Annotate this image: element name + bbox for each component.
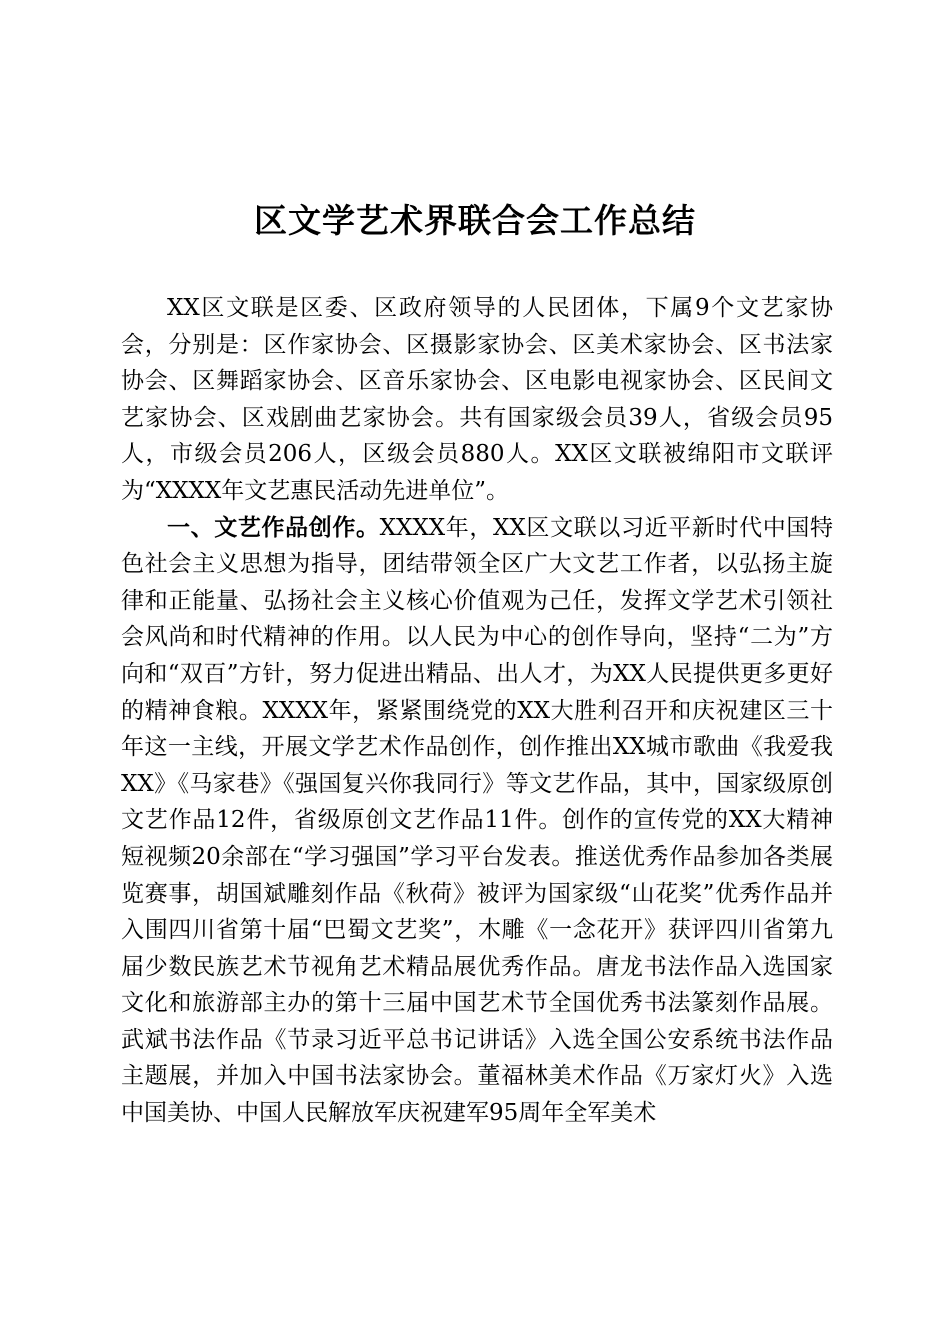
paragraph-intro [121, 290, 833, 510]
document-title: 区文学艺术界联合会工作总结 [254, 201, 696, 240]
paragraph-intro-text: XX区文联是区委、区政府领导的人民团体，下属9个文艺家协会，分别是：区作家协会、区摄影家协会、区美术家协会、区书法家协会、区舞蹈家协会、区音乐家协会、区电影电视家协会、区民间文艺家协会、区戏剧曲艺家协会。共有国家级会员39人，省级会员95人，市级会员206人，区级会员880人。XX区文联被绵阳市文联评为“XXXX年文艺惠民活动先进单位”。 [121, 295, 833, 504]
paragraph-section-1 [121, 510, 833, 1132]
section-1-text: XXXX年，XX区文联以习近平新时代中国特色社会主义思想为指导，团结带领全区广大文艺工作者，以弘扬主旋律和正能量、弘扬社会主义核心价值观为己任，发挥文学艺术引领社会风尚和时代精神的作用。以人民为中心的创作导向，坚持“二为”方向和“双百”方针，努力促进出精品、出人才，为XX人民提供更多更好的精神食粮。XXXX年，紧紧围绕党的XX大胜利召开和庆祝建区三十年这一主线，开展文学艺术作品创作，创作推出XX城市歌曲《我爱我XX》《马家巷》《强国复兴你我同行》等文艺作品，其中，国家级原创文艺作品12件，省级原创文艺作品11件。创作的宣传党的XX大精神短视频20余部在“学习强国”学习平台发表。推送优秀作品参加各类展览赛事，胡国斌雕刻作品《秋荷》被评为国家级“山花奖”优秀作品并入围四川省第十届“巴蜀文艺奖”，木雕《一念花开》获评四川省第九届少数民族艺术节视角艺术精品展优秀作品。唐龙书法作品入选国家文化和旅游部主办的第十三届中国艺术节全国优秀书法篆刻作品展。武斌书法作品《节录习近平总书记讲话》入选全国公安系统书法作品主题展，并加入中国书法家协会。董福林美术作品《万家灯火》入选中国美协、中国人民解放军庆祝建军95周年全军美术 [121, 514, 833, 1127]
section-1-heading: 一、文艺作品创作。 [167, 514, 380, 541]
document-body [121, 290, 833, 1132]
